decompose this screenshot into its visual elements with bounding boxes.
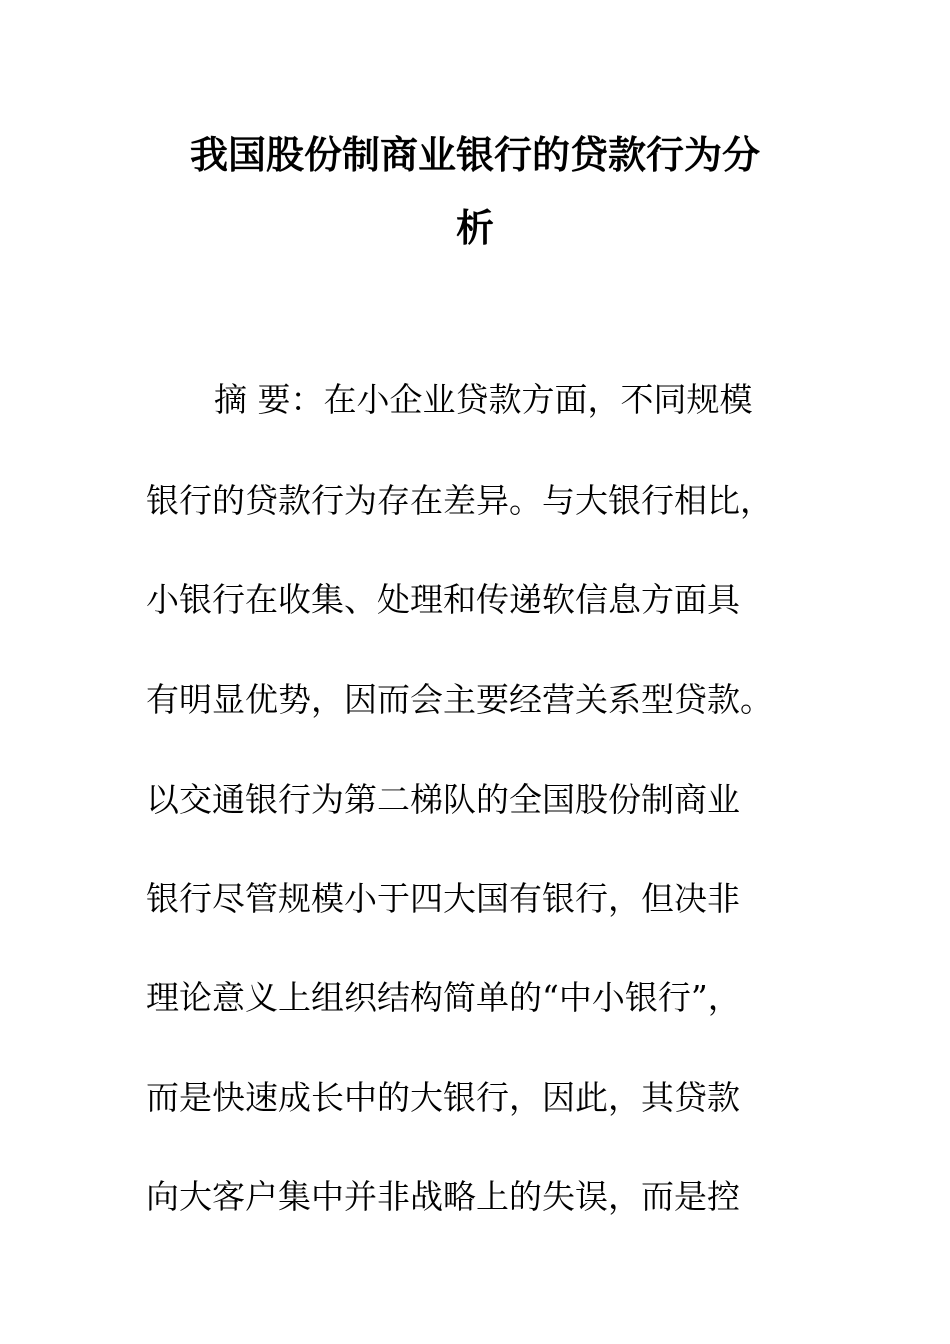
abstract-line-3: 小银行在收集、处理和传递软信息方面具	[146, 580, 740, 619]
document-title-line-1: 我国股份制商业银行的贷款行为分	[189, 132, 760, 177]
abstract-line-1: 摘 要：在小企业贷款方面，不同规模	[214, 380, 753, 419]
document-title-line-2: 析	[455, 205, 494, 250]
abstract-line-5: 以交通银行为第二梯队的全国股份制商业	[146, 780, 740, 819]
abstract-line-7: 理论意义上组织结构简单的“中小银行”，	[146, 978, 741, 1017]
abstract-line-4: 有明显优势，因而会主要经营关系型贷款。	[146, 680, 773, 719]
abstract-line-9: 向大客户集中并非战略上的失误，而是控	[146, 1177, 740, 1216]
abstract-line-6: 银行尽管规模小于四大国有银行，但决非	[146, 879, 740, 918]
abstract-line-2: 银行的贷款行为存在差异。与大银行相比，	[146, 481, 773, 520]
abstract-line-8: 而是快速成长中的大银行，因此，其贷款	[146, 1078, 740, 1117]
